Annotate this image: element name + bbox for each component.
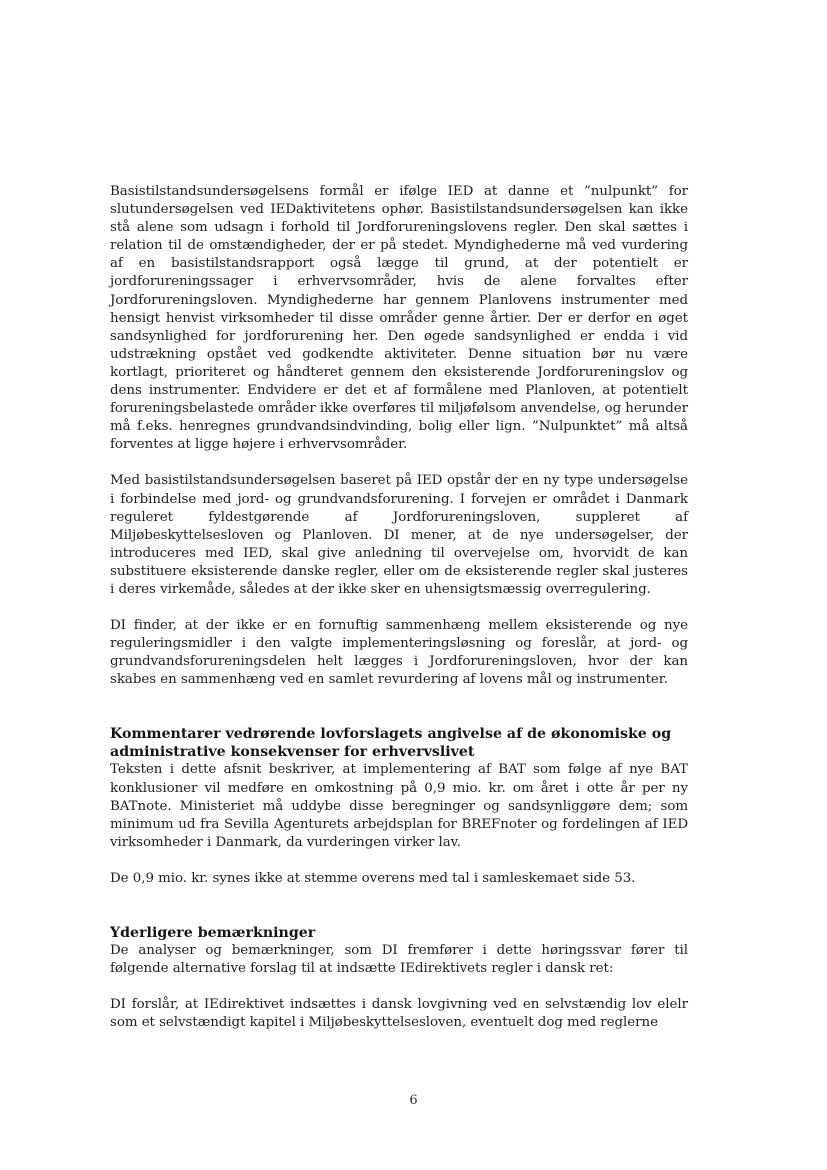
paragraph-new-investigation-type: Med basistilstandsundersøgelsen baseret på IED opstår der en ny type undersøgelse i forbindelse med jord- og grundvandsforurening. I forvejen er området i Danmark reguleret fyldestgørende af Jordforureningsloven, suppleret af Miljøbeskyttelsesloven og Planloven. DI mener, at de nye undersøgelser, der introduceres med IED, skal give anledning til overvejelse om, hvorvidt de kan substituere eksisterende danske regler, eller om de eksisterende regler skal justeres i deres virkemåde, således at der ikke sker en uhensigtsmæssig overregulering.: [110, 473, 688, 597]
document-body: [110, 183, 688, 1032]
paragraph-analyses: De analyser og bemærkninger, som DI fremfører i dette høringssvar fører til følgende alternative forslag til at indsætte IEdirektivets regler i dansk ret:: [110, 943, 688, 977]
section-heading-further-remarks: Yderligere bemærkninger: [110, 925, 316, 941]
page-number: 6: [409, 1093, 418, 1108]
paragraph-di-proposes: DI forslår, at IEdirektivet indsættes i dansk lovgivning ved en selvstændig lov elelr som et selvstændigt kapitel i Miljøbeskyttelsesloven, eventuelt dog med reglerne: [110, 997, 688, 1031]
paragraph-di-finds: DI finder, at der ikke er en fornuftig sammenhæng mellem eksisterende og nye reguleringsmidler i den valgte implementeringsløsning og foreslår, at jord- og grundvandsforureningsdelen helt lægges i Jordforureningsloven, hvor der kan skabes en sammenhæng ved en samlet revurdering af lovens mål og instrumenter.: [110, 618, 688, 688]
paragraph-samleskema: De 0,9 mio. kr. synes ikke at stemme overens med tal i samleskemaet side 53.: [110, 870, 636, 886]
paragraph-bat-cost: Teksten i dette afsnit beskriver, at implementering af BAT som følge af nye BAT konklusioner vil medføre en omkostning på 0,9 mio. kr. om året i otte år per ny BATnote. Ministeriet må uddybe disse beregninger og sandsynliggøre dem; som minimum ud fra Sevilla Agenturets arbejdsplan for BREFnoter og fordelingen af IED virksomheder i Danmark, da vurderingen virker lav.: [110, 762, 688, 850]
paragraph-basistilstand-purpose: Basistilstandsundersøgelsens formål er ifølge IED at danne et ”nulpunkt” for slutundersøgelsen ved IEDaktivitetens ophør. Basistilstandsundersøgelsen kan ikke stå alene som udsagn i forhold til Jordforureningslovens regler. Den skal sættes i relation til de omstændigheder, der er på stedet. Myndighederne må ved vurdering af en basistilstandsrapport også lægge til grund, at der potentielt er jordforureningssager i erhvervsområder, hvis de alene forvaltes efter Jordforureningsloven. Myndighederne har gennem Planlovens instrumenter med hensigt henvist virksomheder til disse områder genne årtier. Der er derfor en øget sandsynlighed for jordforurening her. Den øgede sandsynlighed er endda i vid udstrækning opstået ved godkendte aktiviteter. Denne situation bør nu være kortlagt, prioriteret og håndteret gennem den eksisterende Jordforureningslov og dens instrumenter. Endvidere er det et af formålene med Planloven, at potentielt forureningsbelastede områder ikke overføres til miljøfølsom anvendelse, og herunder må f.eks. henregnes grundvandsindvinding, bolig eller lign. ”Nulpunktet” må altså forventes at ligge højere i erhvervsområder.: [110, 184, 688, 453]
section-economic-consequences: [110, 725, 688, 888]
section-heading-economic: Kommentarer vedrørende lovforslagets angivelse af de økonomiske og administrative konsekvenser for erhvervslivet: [110, 726, 672, 761]
section-further-remarks: [110, 924, 688, 1032]
